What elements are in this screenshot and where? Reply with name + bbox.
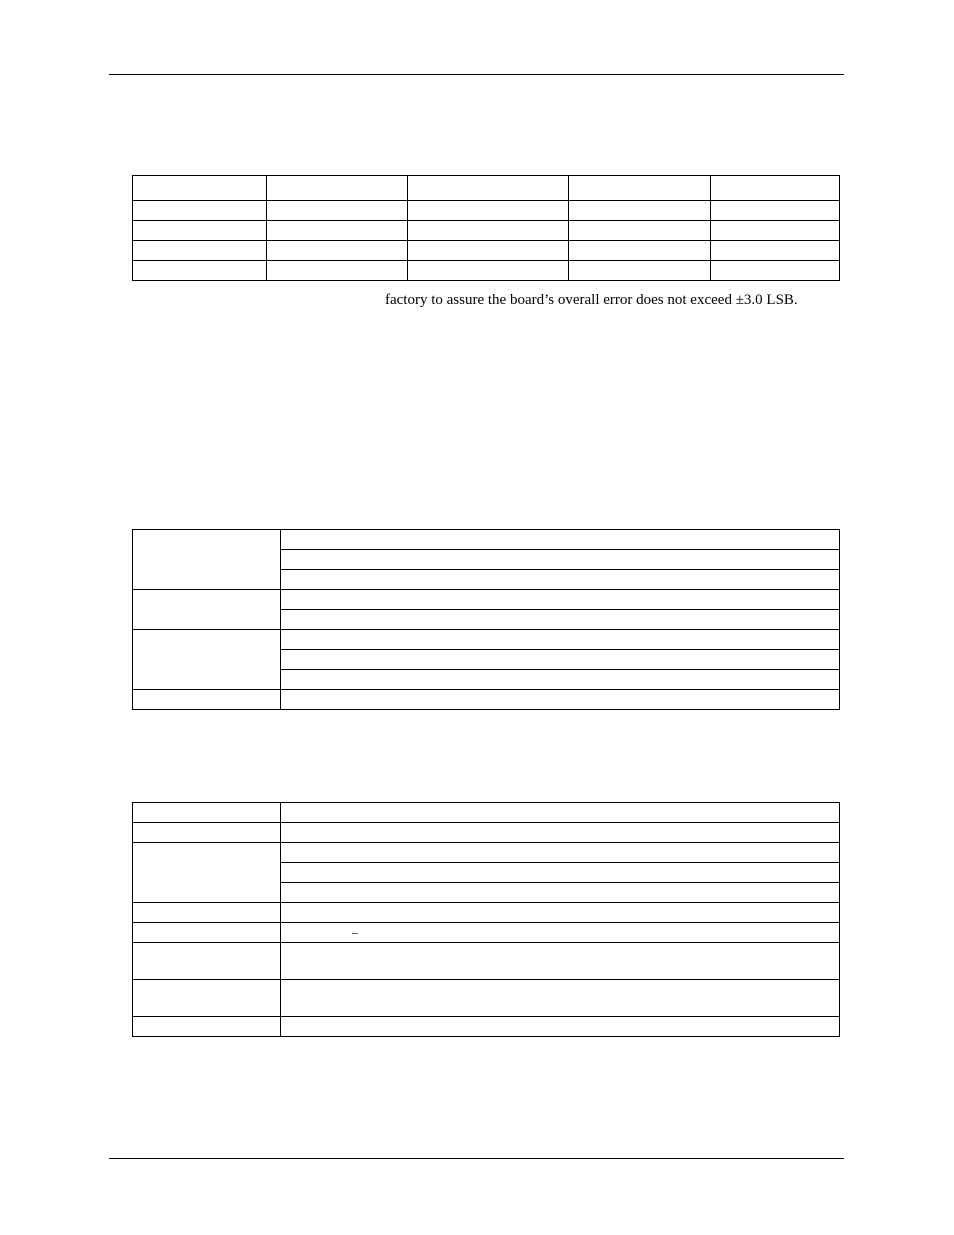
table-cell (281, 530, 840, 550)
table-cell (133, 176, 267, 201)
spec-table-2 (132, 802, 840, 1037)
table-row (133, 530, 840, 550)
table-cell (281, 863, 840, 883)
table-label-cell (133, 980, 281, 1017)
table-cell (281, 883, 840, 903)
table-cell (133, 221, 267, 241)
table-row (133, 843, 840, 863)
table-row (133, 690, 840, 710)
table-cell (711, 176, 840, 201)
table-row (133, 630, 840, 650)
table-cell (267, 241, 408, 261)
table-row (133, 241, 840, 261)
table-cell (711, 221, 840, 241)
table-cell (569, 241, 711, 261)
table-cell (133, 261, 267, 281)
table-cell (569, 176, 711, 201)
table-cell (281, 630, 840, 650)
table-label-cell (133, 530, 281, 590)
spec-table-1 (132, 529, 840, 710)
table-cell (711, 261, 840, 281)
table-cell (569, 221, 711, 241)
table-label-cell (133, 630, 281, 690)
table-label-cell (133, 1017, 281, 1037)
table-row (133, 590, 840, 610)
table-cell (267, 201, 408, 221)
table-row (133, 980, 840, 1017)
accuracy-table (132, 175, 840, 281)
table-row (133, 943, 840, 980)
table-cell (267, 261, 408, 281)
accuracy-note: factory to assure the board’s overall error does not exceed ±3.0 LSB. (385, 292, 798, 308)
table-cell (711, 201, 840, 221)
table-cell (281, 803, 840, 823)
table-cell (408, 176, 569, 201)
table-cell (281, 943, 840, 980)
table-row (133, 1017, 840, 1037)
dash-mark: – (352, 925, 358, 939)
table-label-cell (133, 590, 281, 630)
table-cell (281, 570, 840, 590)
table-cell (408, 221, 569, 241)
table-cell (281, 550, 840, 570)
table-cell (281, 650, 840, 670)
table-cell (281, 980, 840, 1017)
table-row (133, 201, 840, 221)
table-row (133, 903, 840, 923)
table-cell (408, 261, 569, 281)
table-cell (711, 241, 840, 261)
table-cell (569, 201, 711, 221)
table-cell (569, 261, 711, 281)
table-label-cell (133, 803, 281, 823)
table-cell (281, 590, 840, 610)
table-cell (267, 221, 408, 241)
table-cell (281, 923, 840, 943)
table-label-cell (133, 843, 281, 903)
table-label-cell (133, 823, 281, 843)
table-cell (267, 176, 408, 201)
table-row (133, 823, 840, 843)
table-cell (281, 690, 840, 710)
table-label-cell (133, 690, 281, 710)
table-cell (133, 241, 267, 261)
table-label-cell (133, 923, 281, 943)
table-row (133, 221, 840, 241)
table-row (133, 261, 840, 281)
table-cell (408, 201, 569, 221)
table-row (133, 803, 840, 823)
header-rule (109, 74, 844, 75)
table-cell (281, 823, 840, 843)
table-cell (281, 610, 840, 630)
table-label-cell (133, 943, 281, 980)
table-cell (133, 201, 267, 221)
table-row (133, 923, 840, 943)
table-cell (281, 1017, 840, 1037)
table-cell (408, 241, 569, 261)
footer-rule (109, 1158, 844, 1159)
table-cell (281, 670, 840, 690)
table-cell (281, 903, 840, 923)
table-cell (281, 843, 840, 863)
table-label-cell (133, 903, 281, 923)
table-row (133, 176, 840, 201)
